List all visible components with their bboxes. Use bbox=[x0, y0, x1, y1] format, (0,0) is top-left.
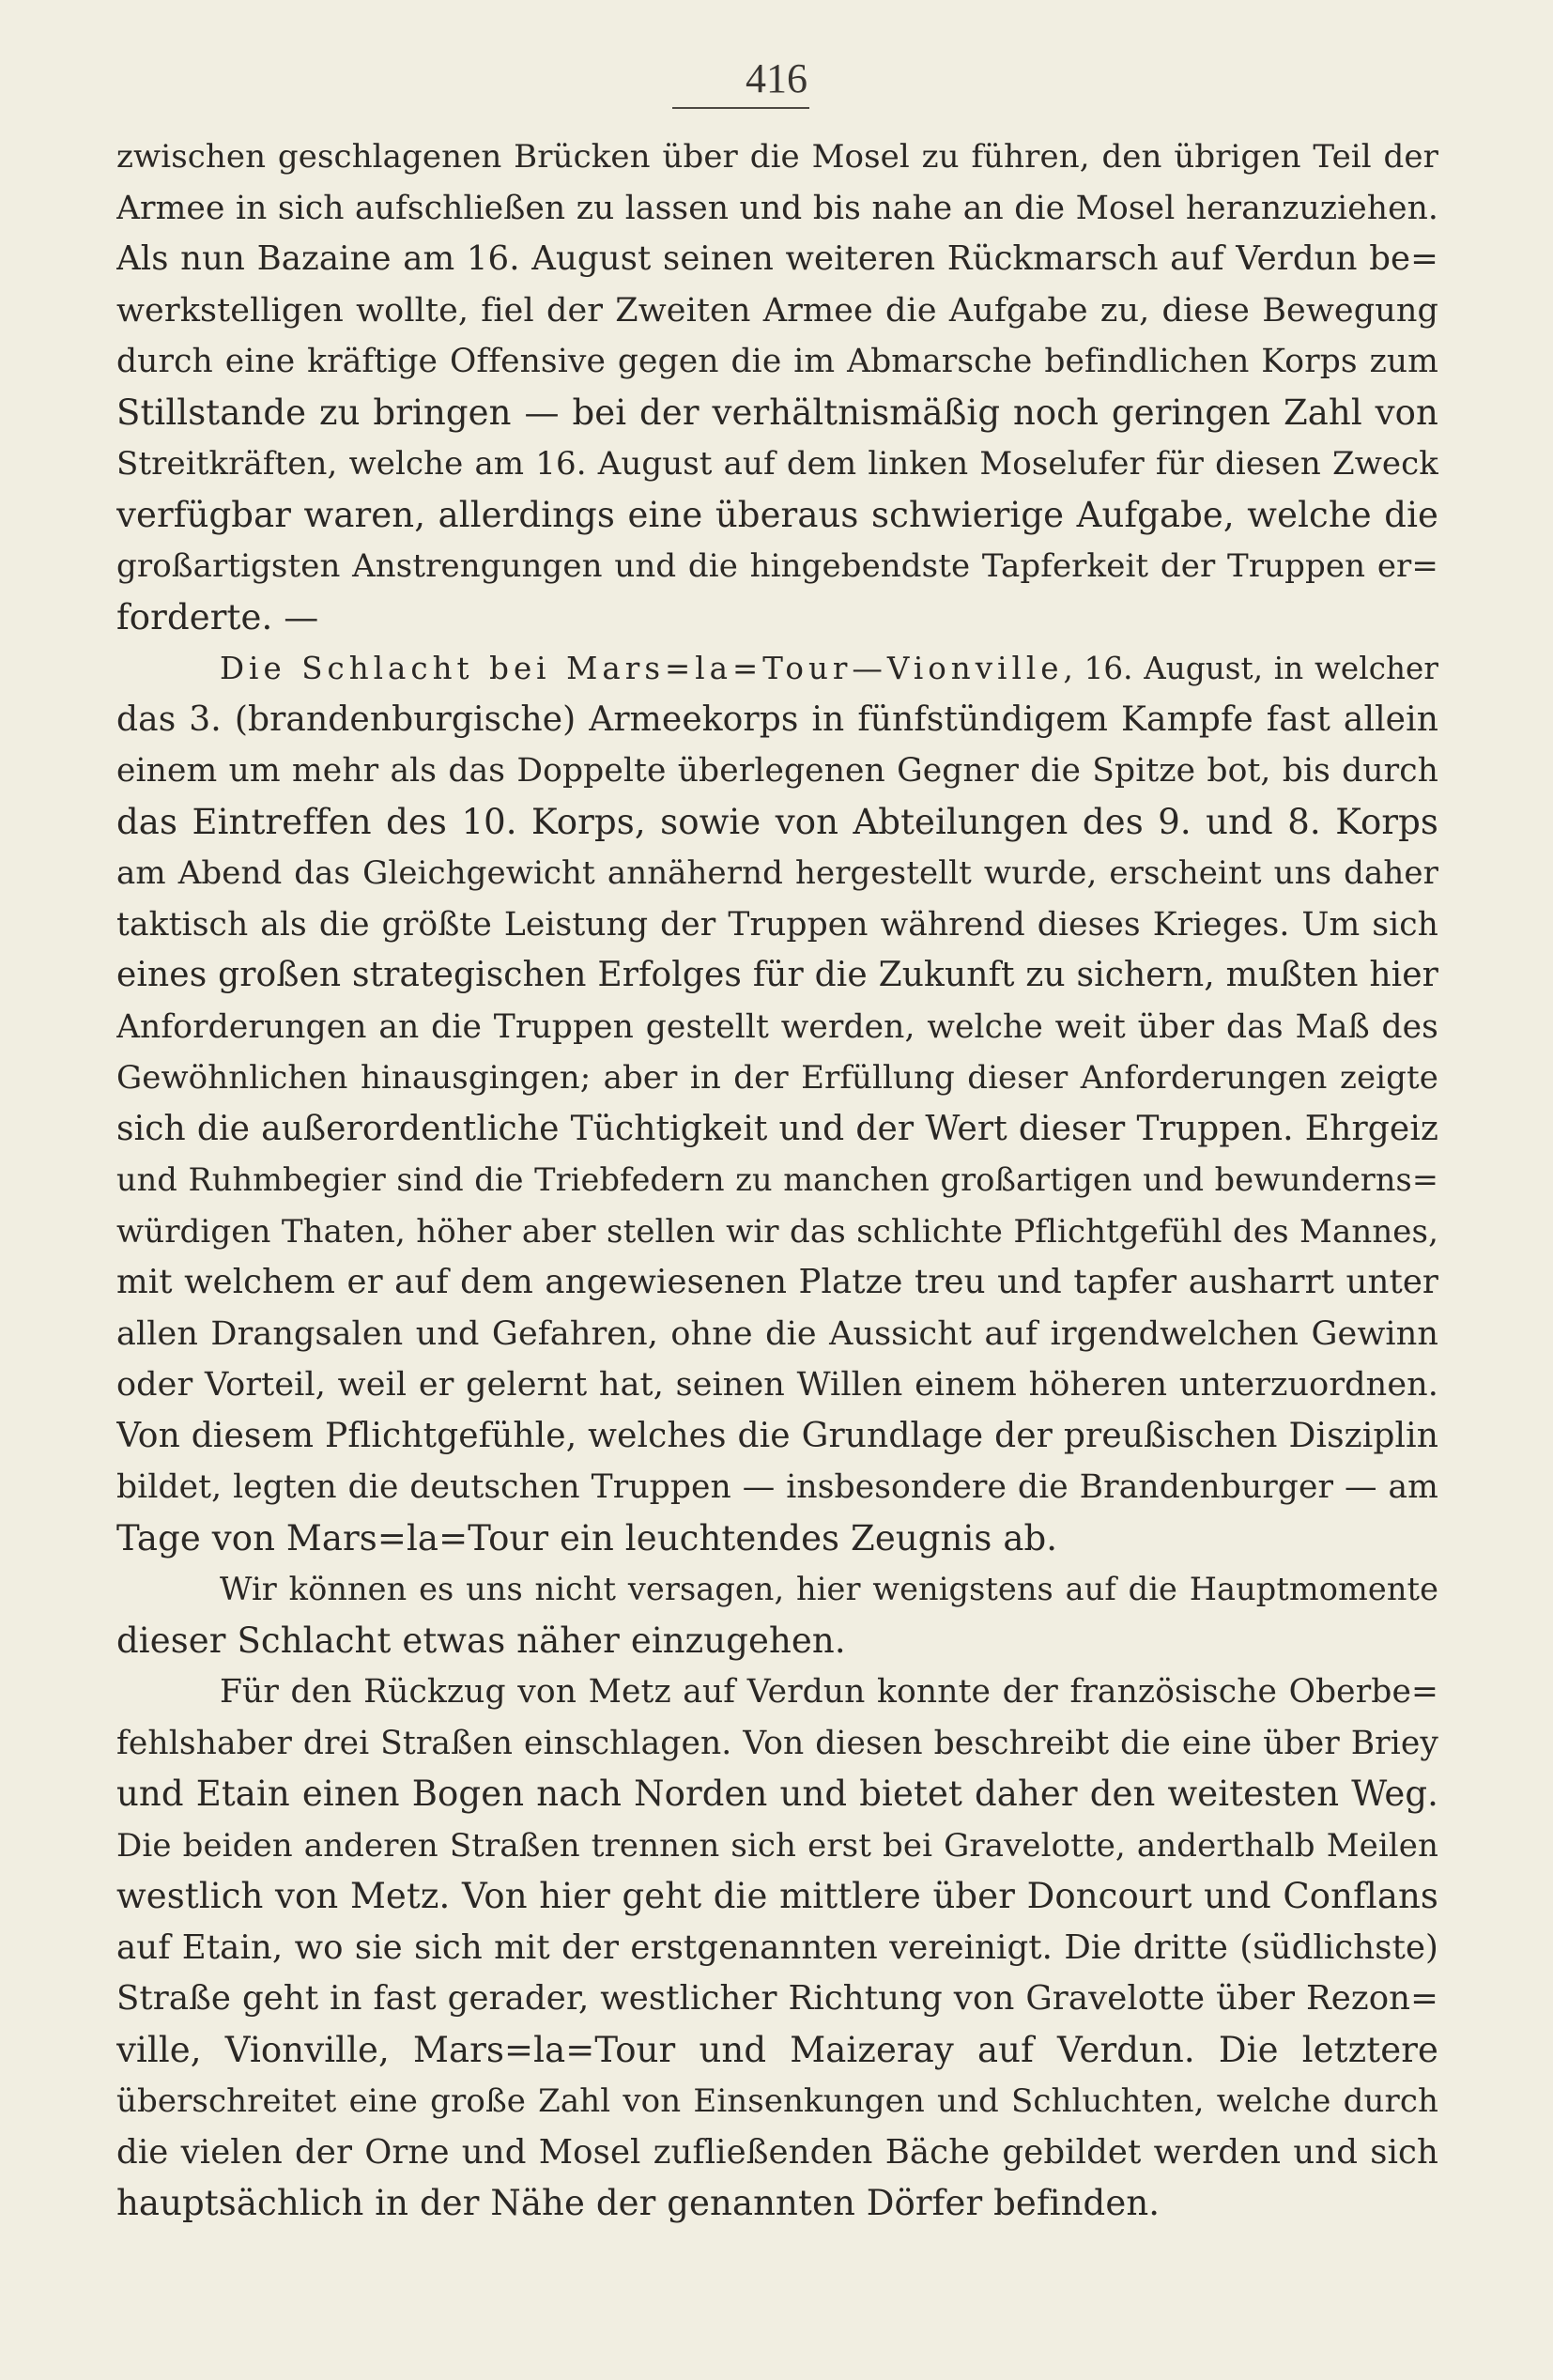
header-rule bbox=[672, 107, 809, 109]
text-line: überschreitet eine große Zahl von Einsenkungen und Schluchten, welche durch bbox=[116, 2082, 1438, 2120]
text-line: Für den Rückzug von Metz auf Verdun konnte der französische Oberbe= bbox=[220, 1673, 1438, 1711]
text-line: taktisch als die größte Leistung der Truppen während dieses Krieges. Um sich bbox=[116, 905, 1438, 944]
text-line: und Etain einen Bogen nach Norden und bietet daher den weitesten Weg. bbox=[116, 1773, 1438, 1814]
text-line: Streitkräften, welche am 16. August auf dem linken Moselufer für diesen Zweck bbox=[116, 445, 1438, 483]
text-line: die vielen der Orne und Mosel zufließenden Bäche gebildet werden und sich bbox=[116, 2132, 1438, 2172]
page-number: 416 bbox=[746, 55, 807, 101]
spaced-heading-phrase: Die Schlacht bei Mars=la=Tour—Vionville bbox=[220, 651, 1064, 686]
text-line: Straße geht in fast gerader, westlicher Richtung von Gravelotte über Rezon= bbox=[116, 1979, 1438, 2018]
text-line: oder Vorteil, weil er gelernt hat, seinen Willen einem höheren unterzuordnen. bbox=[116, 1366, 1438, 1404]
text-line: am Abend das Gleichgewicht annähernd hergestellt wurde, erscheint uns daher bbox=[116, 854, 1438, 892]
text-line: ville, Vionville, Mars=la=Tour und Maizeray auf Verdun. Die letztere bbox=[116, 2029, 1438, 2070]
text-line: großartigsten Anstrengungen und die hingebendste Tapferkeit der Truppen er= bbox=[116, 547, 1438, 585]
text-line: Wir können es uns nicht versagen, hier wenigstens auf die Hauptmomente bbox=[220, 1571, 1438, 1607]
text-line: Die beiden anderen Straßen trennen sich erst bei Gravelotte, anderthalb Meilen bbox=[116, 1826, 1438, 1865]
text-line: Als nun Bazaine am 16. August seinen weiteren Rückmarsch auf Verdun be= bbox=[116, 239, 1438, 278]
text-line: westlich von Metz. Von hier geht die mittlere über Doncourt und Conflans bbox=[116, 1876, 1438, 1916]
text-line: Armee in sich aufschließen zu lassen und bis nahe an die Mosel heranzuziehen. bbox=[116, 189, 1438, 227]
paragraph bbox=[116, 643, 1438, 1564]
paragraph bbox=[116, 131, 1438, 643]
text-line: einem um mehr als das Doppelte überlegenen Gegner die Spitze bot, bis durch bbox=[116, 752, 1438, 790]
text-line: allen Drangsalen und Gefahren, ohne die Aussicht auf irgendwelchen Gewinn bbox=[116, 1314, 1438, 1353]
text-line: würdigen Thaten, höher aber stellen wir das schlichte Pflichtgefühl des Mannes, bbox=[116, 1212, 1438, 1251]
text-line: Tage von Mars=la=Tour ein leuchtendes Zeugnis ab. bbox=[116, 1517, 1058, 1559]
text-line: hauptsächlich in der Nähe der genannten Dörfer befinden. bbox=[116, 2183, 1161, 2223]
text-line: sich die außerordentliche Tüchtigkeit und der Wert dieser Truppen. Ehrgeiz bbox=[116, 1109, 1438, 1148]
text-line: Die Schlacht bei Mars=la=Tour—Vionville, 16. August, in welcher bbox=[220, 651, 1438, 686]
text-line: Anforderungen an die Truppen gestellt werden, welche weit über das Maß des bbox=[116, 1007, 1438, 1046]
paragraph bbox=[116, 1666, 1438, 2230]
text-line: bildet, legten die deutschen Truppen — insbesondere die Brandenburger — am bbox=[116, 1468, 1438, 1506]
body-text bbox=[116, 131, 1438, 2230]
text-line: und Ruhmbegier sind die Triebfedern zu manchen großartigen und bewunderns= bbox=[116, 1161, 1438, 1198]
text-line: forderte. — bbox=[116, 596, 319, 637]
text-line: zwischen geschlagenen Brücken über die Mosel zu führen, den übrigen Teil der bbox=[116, 138, 1438, 176]
text-line: Stillstande zu bringen — bei der verhältnismäßig noch geringen Zahl von bbox=[116, 392, 1438, 433]
text-line: dieser Schlacht etwas näher einzugehen. bbox=[116, 1620, 846, 1661]
text-line: das 3. (brandenburgische) Armeekorps in fünfstündigem Kampfe fast allein bbox=[116, 699, 1438, 739]
paragraph bbox=[116, 1564, 1438, 1666]
text-line: fehlshaber drei Straßen einschlagen. Von diesen beschreibt die eine über Briey bbox=[116, 1724, 1438, 1762]
text-line: verfügbar waren, allerdings eine überaus schwierige Aufgabe, welche die bbox=[116, 494, 1438, 535]
text-line: eines großen strategischen Erfolges für die Zukunft zu sichern, mußten hier bbox=[116, 956, 1438, 994]
text-line: das Eintreffen des 10. Korps, sowie von Abteilungen des 9. und 8. Korps bbox=[116, 801, 1438, 842]
text-line: mit welchem er auf dem angewiesenen Platze treu und tapfer ausharrt unter bbox=[116, 1263, 1438, 1301]
text-line: Gewöhnlichen hinausgingen; aber in der Erfüllung dieser Anforderungen zeigte bbox=[116, 1059, 1438, 1097]
text-line: auf Etain, wo sie sich mit der erstgenannten vereinigt. Die dritte (südlichste) bbox=[116, 1927, 1438, 1967]
text-line: durch eine kräftige Offensive gegen die im Abmarsche befindlichen Korps zum bbox=[116, 343, 1438, 380]
text-line: werkstelligen wollte, fiel der Zweiten Armee die Aufgabe zu, diese Bewegung bbox=[116, 291, 1438, 330]
text-line: Von diesem Pflichtgefühle, welches die Grundlage der preußischen Disziplin bbox=[116, 1416, 1438, 1455]
